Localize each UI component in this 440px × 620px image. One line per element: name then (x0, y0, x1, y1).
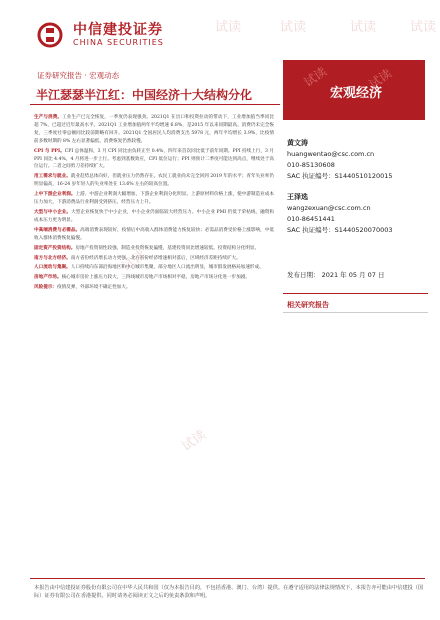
watermark: 试读 (410, 20, 437, 35)
category-title: 宏观经济 (330, 86, 383, 101)
analyst-email[interactable]: wangzexuan@csc.com.cn (287, 204, 371, 212)
body-paragraph: 用工需求与就业。就业趋势总体向好，但就业压力仍然存在。农民工就业尚未完全回到 2019 年的水平；青年失业率仍明显偏高，16-24 岁年轻人的失业率处在 13.6% 左右的较高位置。 (34, 174, 274, 188)
risk-note: 风险提示：疫情反弹，外部环境不确定性加大。 (34, 285, 131, 291)
report-title: 半江瑟瑟半江红：中国经济十大结构分化 (36, 88, 253, 102)
analyst-name: 黄文涛 (287, 139, 308, 147)
disclaimer: 本报告由中信建投证券股份有限公司在中华人民共和国（仅为本报告目的，不包括香港、澳门、台湾）提供。在遵守适用的法律法规情况下，本报告亦可能由中信建投（国际）证券有限公司在香港提供。同时请务必阅读正文之后的免责条款和声明。 (34, 585, 424, 599)
analyst-email[interactable]: huangwentao@csc.com.cn (287, 150, 375, 158)
watermark: 试读 (179, 427, 210, 455)
watermark: 试读 (280, 20, 307, 35)
body-paragraph: 大型与中小企业。大型企业恢复快于中小企业，中小企业仍面临较大经营压力。中小企业 PMI 仍低于荣枯线，融资和成本压力更为明显。 (34, 209, 274, 223)
body-paragraph: 生产与消费。工业生产已完全恢复，一季度仍表现强劲。2021Q1 在出口和投资拉动的带动下，工业增加值当季同比超 7%，已超过近年最高水平。2021Q1 工业增加值两年平均增速 6.8%，是2015 年以来同期最高。消费仍未完全恢复，三季度社零总额同比较前期略有回升。2021Q1 全国居民人均消费支出 5978 元，两年平均增长 3.9%，比疫情前多数时期的 8% 左右显著偏低，消费恢复仍然较慢。 (34, 115, 274, 144)
body-paragraph: 固定资产投资结构。房地产投资韧性较强，制造业投资恢复偏慢，基建投资同比增速较低。投资结构分化明显。 (34, 245, 260, 251)
breadcrumb: 证券研究报告 · 宏观动态 (37, 71, 120, 80)
watermark: 试读 (119, 247, 150, 275)
analyst-phone: 010-85130608 (287, 161, 335, 169)
analyst-cert: SAC 执证编号：S1440510120015 (287, 172, 393, 180)
side-divider (283, 312, 428, 313)
publish-date: 发布日期： 2021 年 05 月 07 日 (287, 271, 385, 279)
brand-name-en: CHINA SECURITIES (73, 37, 164, 47)
body-paragraph: 中高端消费与必需品。高端消费表现较好，疫情后中高收入群体消费能力恢复较快；必需品消费受价格上涨影响，中低收入群体消费恢复偏慢。 (34, 227, 274, 241)
header (0, 0, 440, 58)
analyst-phone: 010-86451441 (287, 215, 335, 223)
watermark: 试读 (350, 20, 377, 35)
brand-name-cn: 中信建投证券 (73, 21, 163, 38)
title-divider (30, 104, 280, 105)
footer-divider (30, 578, 425, 579)
body-paragraph: 南方与北方经济。南方省份经济增长动力更强，北方省份经济增速相对落后，区域经济差距持续扩大。 (34, 255, 241, 261)
report-body (34, 114, 274, 294)
watermark: 试读 (215, 20, 242, 35)
analyst-panel (287, 138, 427, 236)
analyst-name: 王泽选 (287, 193, 308, 201)
body-paragraph: 上中下游企业利润。上游、中游企业利润大幅增加，下游企业利润分化明显。上游原材料价格上涨，使中游制造业成本压力加大，下游消费品行业利润受到挤压，经营压力上升。 (34, 192, 274, 206)
body-paragraph: 房地产市场。核心城市房价上涨压力较大，三四线城市房地产市场相对平稳，房地产市场分化进一步加剧。 (34, 275, 250, 281)
watermark: 试读 (366, 66, 395, 92)
analyst-cert: SAC 执证编号：S1440520070003 (287, 226, 393, 234)
brand-logo (37, 22, 164, 48)
side-divider (283, 293, 428, 294)
watermark: 试读 (301, 64, 330, 90)
related-reports-heading: 相关研究报告 (287, 301, 329, 309)
logo-icon (37, 22, 67, 48)
body-paragraph: 人口流动与集聚。人口持续向东部沿海地区和中心城市集聚，部分地区人口流出明显，城市群发展格局加速形成。 (34, 265, 264, 271)
body-paragraph: CPI 与 PPI。CPI 总体温和，3 月 CPI 同比由负转正至 0.4%，四年来首次同比低于前年同期。PPI 持续上行，3 月 PPI 同比 4.4%，4 月将进一步上行。考虑到基数效应，CPI 低位运行；PPI 则预计二季度可能达到高点，继续处于高位运行。二者之间剪刀差持续扩大。 (34, 148, 274, 170)
